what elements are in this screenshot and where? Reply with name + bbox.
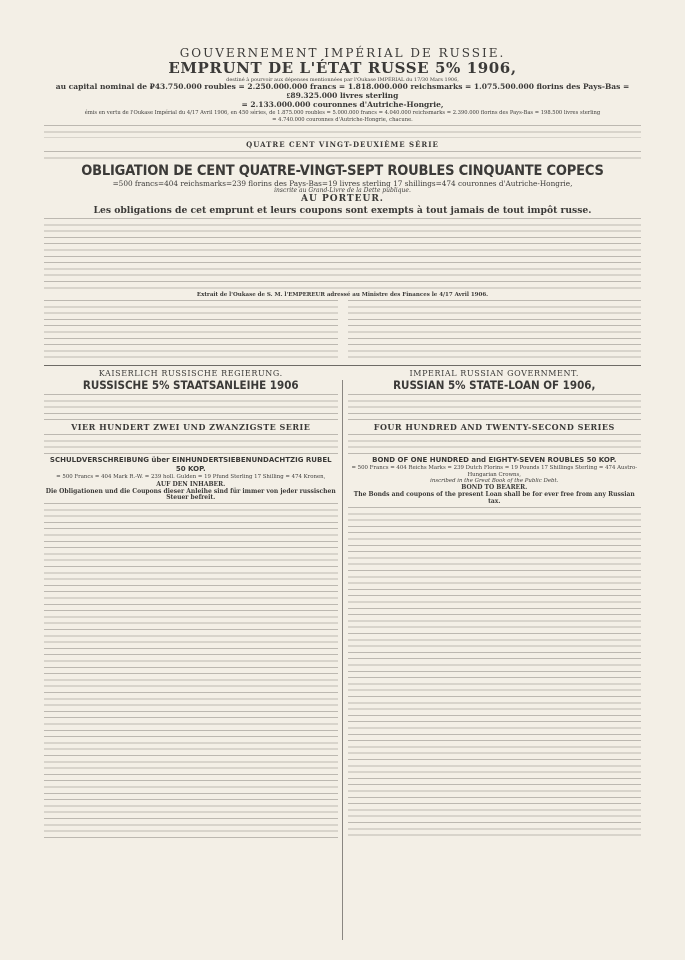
tax-free-heading: Les obligations de cet emprunt et leurs coupons sont exempts à tout jamais de tout impôt russe. [93, 205, 592, 217]
german-capital-block [44, 394, 338, 420]
english-title: RUSSIAN 5% STATE-LOAN OF 1906, [393, 378, 596, 393]
column-divider [342, 380, 343, 940]
english-bearer: BOND TO BEARER. [461, 484, 528, 492]
english-inscribed: inscribed in the Great Book of the Public Debt. [430, 478, 559, 485]
capital-line [44, 83, 641, 101]
german-gov-heading: KAISERLICH RUSSISCHE REGIERUNG. [98, 369, 283, 379]
oukase-left-block [44, 300, 338, 360]
english-column [348, 369, 642, 845]
oukase-right-block [348, 300, 642, 360]
english-capital-block [348, 394, 642, 420]
loan-title: EMPRUNT DE L'ÉTAT RUSSE 5% 1906, [168, 59, 517, 77]
english-series: FOUR HUNDRED AND TWENTY-SECOND SERIES [373, 422, 615, 433]
german-column [44, 369, 338, 845]
loan-subtitle: destiné à pourvoir aux dépenses mentionnées par l'Oukase IMPÉRIAL du 17/30 Mars 1906, [226, 77, 459, 83]
series-heading: QUATRE CENT VINGT-DEUXIÈME SÉRIE [246, 139, 439, 149]
english-series-block [348, 434, 642, 454]
german-title: RUSSISCHE 5% STAATSANLEIHE 1906 [82, 378, 299, 393]
obligation-values: =500 francs=404 reichsmarks=239 florins des Pays-Bas=19 livres sterling 17 shillings=474 couronnes d'Autriche-Hongrie, [112, 178, 573, 188]
obligation-title: OBLIGATION DE CENT QUATRE-VINGT-SEPT ROUBLES CINQUANTE COPECS [81, 162, 604, 179]
emission-line-2: = 4.740.000 couronnes d'Autriche-Hongrie, chacune. [272, 116, 413, 123]
german-values: = 500 Francs = 404 Mark R.-W. = 239 holl. Gulden = 19 Pfund Sterling 17 Shilling = 474 Kronen, [56, 474, 326, 481]
english-terms-block [348, 507, 642, 841]
section-divider [44, 365, 641, 366]
government-heading: GOUVERNEMENT IMPÉRIAL DE RUSSIE. [179, 46, 506, 60]
capital-line-2 [44, 101, 641, 110]
french-terms-block [44, 218, 641, 290]
german-terms-block [44, 503, 338, 843]
bearer-heading: AU PORTEUR. [301, 194, 384, 205]
capital-text: au capital nominal de ₽43.750.000 roubles = 2.250.000.000 francs = 1.818.000.000 reichsmarks = 1.075.500.000 florins des Pays-Bas = ₤89.325.000 livres sterling [55, 82, 630, 101]
german-tax: Die Obligationen und die Coupons dieser Anleihe sind für immer von jeder russischen Steuer befreit. [45, 487, 336, 502]
division-text-block [44, 125, 641, 138]
german-series: VIER HUNDERT ZWEI UND ZWANZIGSTE SERIE [71, 422, 311, 433]
emission-line: émis en vertu de l'Oukase Impérial du 4/17 Avril 1906, en 450 séries, de 1.875.000 roubles = 5.000.000 francs = 4.040.000 reichsmarks = 2.390.000 florins des Pays-Bas = 198.500 livres sterling [84, 110, 601, 117]
english-tax: The Bonds and coupons of the present Loan shall be for ever free from any Russian tax. [353, 491, 635, 505]
series-detail-block [44, 151, 641, 159]
german-bearer: AUF DEN INHABER. [156, 480, 226, 488]
oukase-extract-columns [44, 298, 641, 362]
oukase-extract-heading: Extrait de l'Oukase de S. M. l'EMPEREUR adressé au Ministre des Finances le 4/17 Avril 1906. [196, 292, 489, 299]
english-gov-heading: IMPERIAL RUSSIAN GOVERNMENT. [409, 369, 579, 379]
inscribed-line: inscrite au Grand-Livre de la Dette publique. [274, 186, 411, 194]
german-bond-title: SCHULDVERSCHREIBUNG über EINHUNDERTSIEBENUNDACHTZIG RUBEL 50 KOP. [49, 456, 332, 474]
capital-text-2: = 2.133.000.000 couronnes d'Autriche-Hongrie, [241, 100, 444, 110]
english-values: = 500 Francs = 404 Reichs Marks = 239 Dutch Florins = 19 Pounds 17 Shillings Sterling = 474 Austro-Hungarian Crowns, [351, 465, 638, 478]
german-series-block [44, 434, 338, 454]
english-bond-title: BOND OF ONE HUNDRED and EIGHTY-SEVEN ROUBLES 50 KOP. [372, 456, 617, 465]
